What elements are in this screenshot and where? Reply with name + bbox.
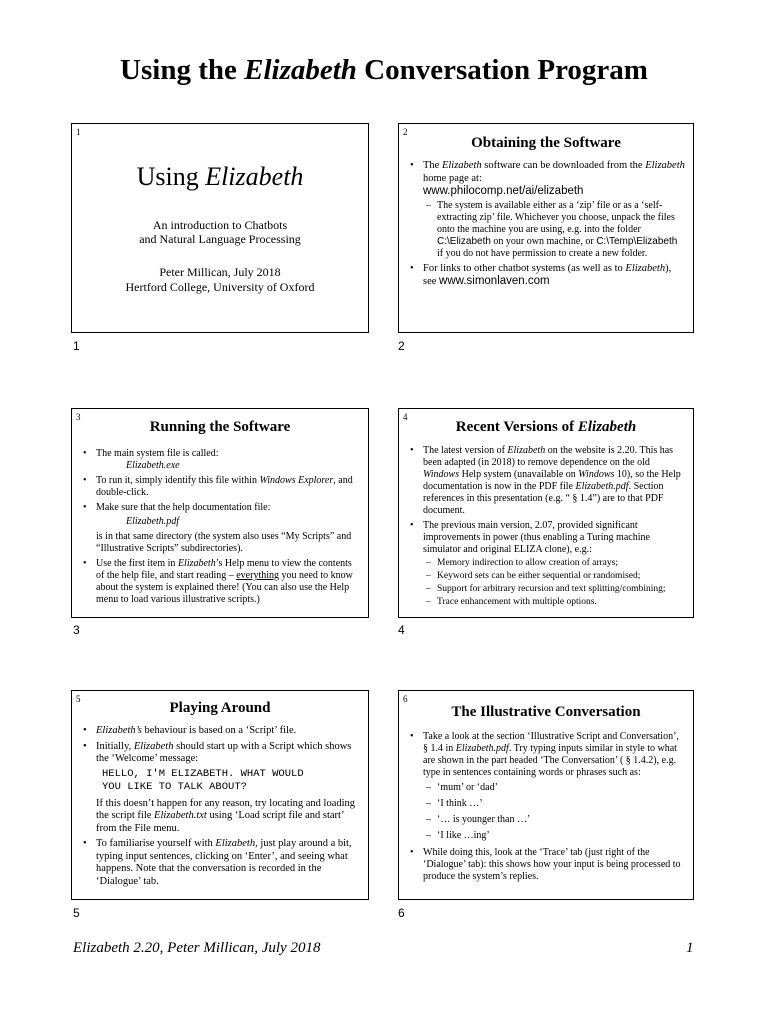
sub-bullet: – Memory indirection to allow creation of arrays; bbox=[423, 557, 685, 569]
em-text: Elizabeth.pdf bbox=[455, 743, 509, 754]
bullet bbox=[409, 847, 685, 883]
elizabeth-home-link[interactable]: www.philocomp.net/ai/elizabeth bbox=[423, 185, 584, 197]
text: Initially, bbox=[96, 740, 134, 752]
text: For links to other chatbot systems (as well as to bbox=[423, 262, 626, 274]
author-line: Peter Millican, July 2018 bbox=[159, 265, 281, 279]
text: While doing this, look at the ‘Trace’ tab (just right of the ‘Dialogue’ tab): this shows how your input is being processed to produce the system’s replies. bbox=[423, 847, 681, 882]
text: Use the first item in bbox=[96, 558, 178, 569]
slide-below-number: 2 bbox=[398, 339, 405, 353]
sub-bullet: – ‘I like …ing’ bbox=[423, 828, 685, 843]
slide-5 bbox=[71, 690, 369, 900]
welcome-line-1: HELLO, I'M ELIZABETH. WHAT WOULD bbox=[102, 767, 304, 780]
sub-bullets bbox=[423, 200, 685, 260]
em-text: Windows Explorer bbox=[259, 475, 334, 486]
text: To familiarise yourself with bbox=[96, 838, 216, 849]
slide-number: 2 bbox=[403, 127, 408, 137]
slide-1 bbox=[71, 123, 369, 333]
path-text: C:\Elizabeth bbox=[437, 235, 491, 247]
bullet bbox=[409, 520, 685, 608]
text: • Make sure that the help documentation file: bbox=[96, 502, 271, 513]
slide-3 bbox=[71, 408, 369, 618]
text: . Try typing inputs similar in style to what are shown in the part headed ‘The Conversation’ ( § 1.4.2), e.g. type in sentences containing words or phrases such as: bbox=[423, 743, 677, 778]
text: home page at: bbox=[423, 172, 482, 184]
slide-below-number: 4 bbox=[398, 623, 405, 637]
page-title-post: Conversation Program bbox=[356, 54, 648, 86]
sub-bullet: – ‘… is younger than …’ bbox=[423, 812, 685, 827]
em-text: Elizabeth’s bbox=[96, 725, 142, 736]
slide-number: 1 bbox=[76, 127, 81, 137]
text: you need to know about the system is explained there! (You can also use the Help menu to load various illustrative scripts.) bbox=[96, 570, 353, 605]
em-text: Elizabeth.pdf bbox=[575, 481, 629, 492]
welcome-line-2: YOU LIKE TO TALK ABOUT? bbox=[102, 780, 247, 793]
slide-bullets bbox=[82, 725, 360, 888]
text: The system is available either as a ‘zip’ file or as a ‘self-extracting zip’ file. Whichever you choose, unpack the files onto the machine you are using, e.g. into the folder bbox=[437, 199, 675, 235]
text: , just play around a bit, typing input sentences, clicking on ‘Enter’, and seeing what happens. Note that the conversation is recorded in the ‘Dialogue’ tab. bbox=[96, 838, 352, 887]
bullet bbox=[82, 558, 360, 606]
slide-below-number: 6 bbox=[398, 906, 405, 920]
footer-left: Elizabeth 2.20, Peter Millican, July 2018 bbox=[73, 940, 321, 956]
em-text: Elizabeth bbox=[441, 160, 482, 171]
slide-number: 6 bbox=[403, 694, 408, 704]
slide-heading-pre: Using bbox=[136, 162, 206, 191]
text: using ‘Load script file and start’ from the File menu. bbox=[96, 810, 344, 834]
text: The previous main version, 2.07, provided significant improvements in power (thus enabling a Turing machine simulator and original ELIZA clone), e.g.: bbox=[423, 520, 650, 555]
em-text: Elizabeth bbox=[577, 419, 637, 435]
text: on your own machine, or bbox=[490, 235, 597, 247]
slide-bullets bbox=[409, 445, 685, 608]
underlined-text: everything bbox=[236, 570, 279, 581]
text: if you do not have permission to create a new folder. bbox=[437, 247, 648, 259]
slide-bullets bbox=[409, 160, 685, 289]
slide-6 bbox=[398, 690, 694, 900]
sub-bullet bbox=[423, 200, 685, 260]
slide-title: Running the Software bbox=[149, 419, 291, 435]
text: should start up with a Script which shows the ‘Welcome’ message: bbox=[96, 740, 352, 764]
text: The bbox=[423, 160, 442, 171]
sub-bullet: – Support for arbitrary recursion and text splitting/combining; bbox=[423, 583, 685, 595]
em-text: Elizabeth bbox=[625, 262, 666, 274]
slide-bullets bbox=[409, 731, 685, 883]
bullet bbox=[409, 160, 685, 260]
text: Recent Versions of bbox=[455, 419, 578, 435]
text: behaviour is based on a ‘Script’ file. bbox=[141, 725, 297, 736]
bullet bbox=[82, 725, 360, 738]
text: Take a look at the section ‘Illustrative Script and Conversation’, § 1.4 in bbox=[423, 731, 679, 754]
text: • The main system file is called: bbox=[96, 448, 219, 459]
sub-bullets bbox=[423, 557, 685, 608]
em-text: Elizabeth bbox=[215, 838, 256, 849]
affiliation-line: Hertford College, University of Oxford bbox=[125, 280, 315, 294]
text: , and double-click. bbox=[96, 475, 353, 498]
subtitle-line-1: An introduction to Chatbots bbox=[152, 218, 288, 232]
slide-bullets bbox=[82, 448, 360, 606]
slide-2 bbox=[398, 123, 694, 333]
page-title-pre: Using the bbox=[120, 54, 245, 86]
welcome-message bbox=[96, 768, 360, 794]
slide-title bbox=[399, 419, 693, 436]
bullet bbox=[82, 448, 360, 472]
text: . Section references in this presentation (e.g. “ § 1.4”) are to that PDF document. bbox=[423, 481, 664, 516]
slide-4 bbox=[398, 408, 694, 618]
sub-bullet: – ‘mum’ or ‘dad’ bbox=[423, 780, 685, 795]
filename: Elizabeth.pdf bbox=[126, 516, 180, 527]
em-text: Windows bbox=[423, 469, 460, 480]
sub-bullet: – ‘I think …’ bbox=[423, 796, 685, 811]
text: 10), so the Help documentation is now in the PDF file bbox=[423, 469, 681, 492]
text: software can be downloaded from the bbox=[481, 160, 646, 171]
slide-below-number: 1 bbox=[73, 339, 80, 353]
page-title-em: Elizabeth bbox=[244, 54, 357, 86]
sub-bullet: – Keyword sets can be either sequential or randomised; bbox=[423, 570, 685, 582]
em-text: Elizabeth bbox=[507, 445, 546, 456]
em-text: Elizabeth bbox=[645, 160, 685, 171]
em-text: Elizabeth.txt bbox=[154, 810, 207, 821]
em-text: Elizabeth bbox=[177, 558, 216, 569]
slide-heading bbox=[72, 162, 368, 192]
text: The latest version of bbox=[423, 445, 508, 456]
bullet bbox=[82, 741, 360, 836]
bullet bbox=[82, 475, 360, 499]
em-text: Elizabeth bbox=[133, 740, 174, 752]
filename: Elizabeth.exe bbox=[126, 460, 180, 471]
slide-author bbox=[72, 265, 368, 295]
slide-title: Playing Around bbox=[169, 700, 271, 716]
page-title bbox=[0, 54, 768, 87]
path-text: C:\Temp\Elizabeth bbox=[596, 235, 678, 247]
subtitle-line-2: and Natural Language Processing bbox=[139, 232, 301, 246]
slide-below-number: 3 bbox=[73, 623, 80, 637]
text: ), see bbox=[423, 262, 672, 287]
simonlaven-link[interactable]: www.simonlaven.com bbox=[439, 275, 550, 287]
slide-title: Obtaining the Software bbox=[471, 135, 621, 151]
slide-title: The Illustrative Conversation bbox=[451, 704, 641, 720]
text: is in that same directory (the system also uses “My Scripts” and “Illustrative Scripts” subdirectories). bbox=[96, 531, 352, 554]
slide-heading-em: Elizabeth bbox=[205, 162, 304, 191]
bullet bbox=[82, 502, 360, 555]
text: ’s Help menu to view the contents of the help file, and start reading – bbox=[96, 558, 352, 581]
text: on the website is 2.20. This has been adapted (in 2018) to remove dependence on the old bbox=[423, 445, 674, 468]
bullet-continuation bbox=[96, 798, 360, 836]
sub-bullet: – Trace enhancement with multiple options. bbox=[423, 596, 685, 608]
text: If this doesn’t happen for any reason, try locating and loading the script file bbox=[96, 797, 356, 821]
footer-page-number: 1 bbox=[686, 940, 694, 956]
slide-subtitle bbox=[72, 218, 368, 246]
slide-number: 3 bbox=[76, 412, 81, 422]
slide-below-number: 5 bbox=[73, 906, 80, 920]
bullet bbox=[409, 731, 685, 843]
bullet bbox=[409, 445, 685, 517]
text: Help system (unavailable on bbox=[459, 469, 579, 480]
bullet bbox=[82, 838, 360, 888]
slide-number: 4 bbox=[403, 412, 408, 422]
text: To run it, simply identify this file within bbox=[96, 475, 260, 486]
slide-number: 5 bbox=[76, 694, 81, 704]
bullet bbox=[409, 263, 685, 289]
em-text: Windows bbox=[578, 469, 615, 480]
sub-bullets bbox=[423, 780, 685, 843]
